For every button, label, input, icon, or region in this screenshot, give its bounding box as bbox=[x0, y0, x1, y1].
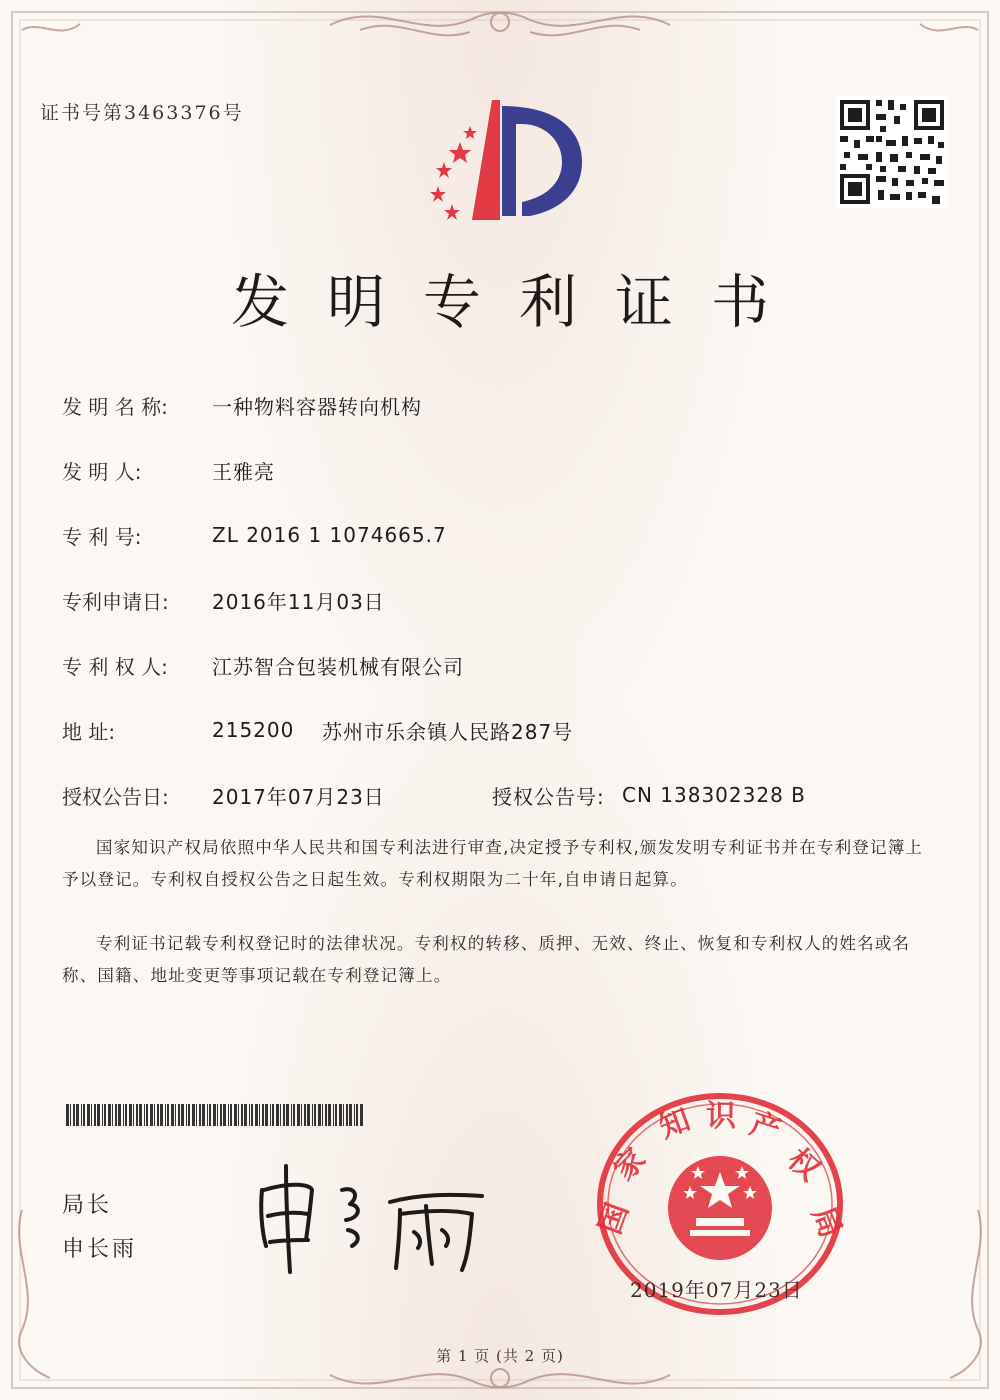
field-address bbox=[62, 713, 573, 747]
field-invention-name bbox=[62, 388, 422, 422]
address-street: 苏州市乐余镇人民路287号 bbox=[322, 719, 574, 744]
field-application-date bbox=[62, 583, 385, 617]
qr-code-icon bbox=[836, 96, 948, 208]
field-grant-date bbox=[62, 778, 806, 812]
seal-date: 2019年07月23日 bbox=[630, 1278, 803, 1302]
svg-text:产: 产 bbox=[745, 1106, 785, 1149]
field-value: 江苏智合包装机械有限公司 bbox=[212, 654, 464, 679]
field-patent-number bbox=[62, 518, 447, 552]
field-label: 专 利 号: bbox=[62, 524, 142, 549]
field-label: 授权公告日: bbox=[62, 784, 169, 809]
field-label: 地 址: bbox=[62, 719, 116, 744]
field-label: 专 利 权 人: bbox=[62, 654, 168, 679]
field-inventor bbox=[62, 453, 275, 487]
svg-text:局: 局 bbox=[804, 1201, 849, 1243]
field-label: 发 明 人: bbox=[62, 459, 142, 484]
grant-number-value: CN 138302328 B bbox=[622, 783, 806, 807]
svg-text:国: 国 bbox=[592, 1198, 636, 1239]
director-name: 申长雨 bbox=[62, 1237, 138, 1262]
field-label: 发 明 名 称: bbox=[62, 394, 168, 419]
barcode-icon bbox=[66, 1104, 366, 1126]
svg-text:家: 家 bbox=[606, 1141, 653, 1188]
director-signature bbox=[250, 1160, 500, 1280]
field-value: 2017年07月23日 bbox=[212, 784, 385, 809]
svg-text:权: 权 bbox=[780, 1141, 827, 1189]
field-patentee bbox=[62, 648, 464, 682]
statement-paragraph: 国家知识产权局依照中华人民共和国专利法进行审查,决定授予专利权,颁发发明专利证书并在专利登记簿上予以登记。专利权自授权公告之日起生效。专利权期限为二十年,自申请日起算。 bbox=[62, 838, 924, 889]
address-postcode: 215200 bbox=[212, 718, 295, 742]
field-value: 一种物料容器转向机构 bbox=[212, 394, 422, 419]
field-value: ZL 2016 1 1074665.7 bbox=[212, 523, 447, 547]
field-value: 王雅亮 bbox=[212, 459, 275, 484]
certificate-number: 证书号第3463376号 bbox=[40, 102, 244, 124]
director-title: 局长 bbox=[62, 1193, 113, 1218]
svg-text:识: 识 bbox=[706, 1099, 736, 1134]
grant-number-label: 授权公告号: bbox=[492, 784, 605, 809]
certificate-title: 发明专利证书 bbox=[230, 268, 807, 336]
field-label: 专利申请日: bbox=[62, 589, 169, 614]
svg-text:知: 知 bbox=[654, 1102, 695, 1146]
patent-office-logo-icon bbox=[410, 92, 590, 232]
page-footer: 第 1 页 (共 2 页) bbox=[436, 1347, 564, 1365]
statement-paragraph: 专利证书记载专利权登记时的法律状况。专利权的转移、质押、无效、终止、恢复和专利权人的姓名或名称、国籍、地址变更等事项记载在专利登记簿上。 bbox=[62, 934, 911, 985]
field-value: 2016年11月03日 bbox=[212, 589, 385, 614]
